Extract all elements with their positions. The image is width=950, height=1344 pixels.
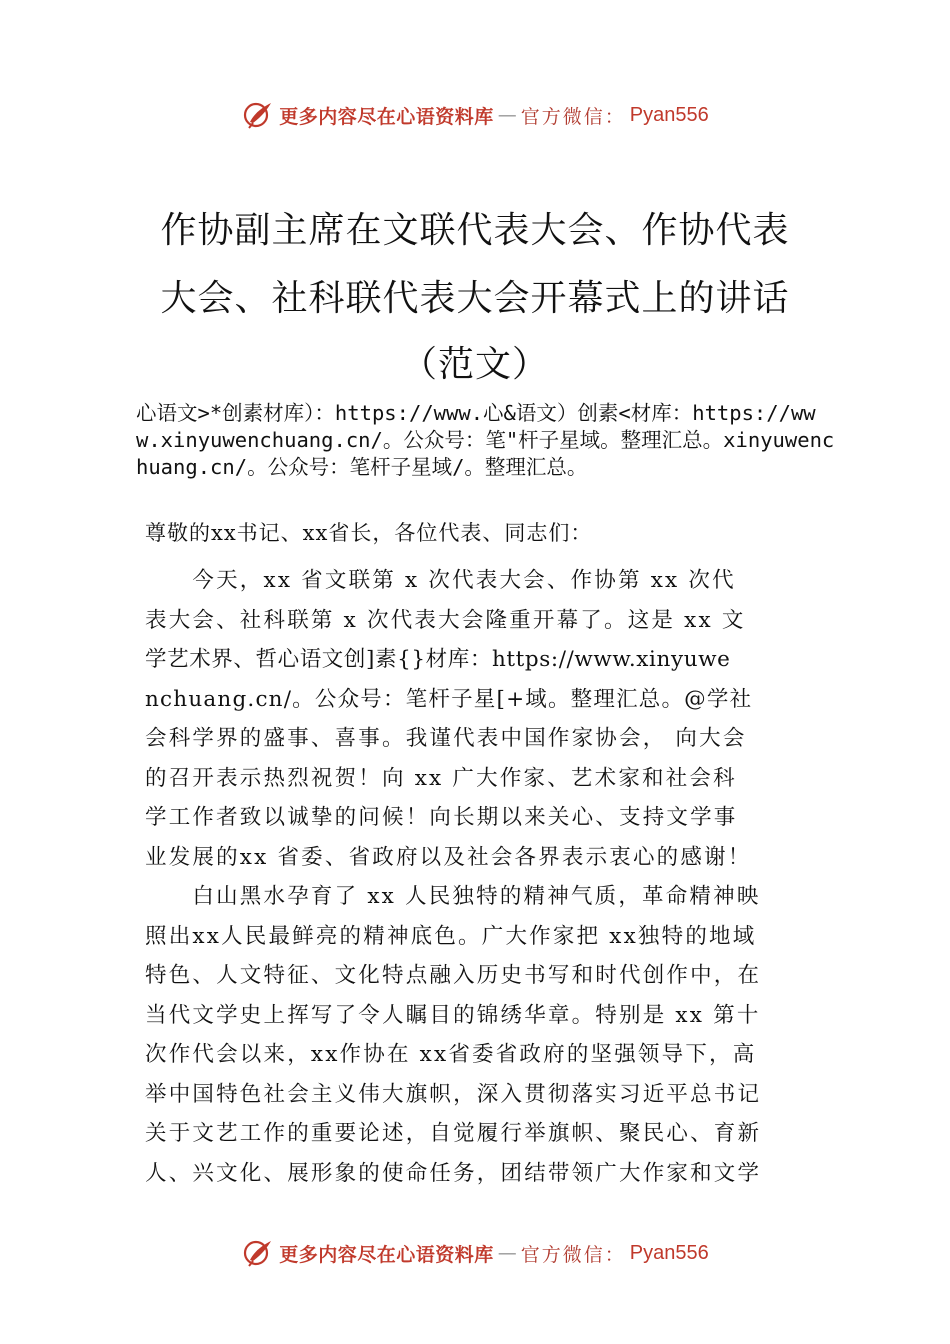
paragraph-line: 照出xx人民最鲜亮的精神底色。广大作家把 xx独特的地域 [145, 923, 757, 949]
banner-separator: — [497, 104, 517, 126]
wechat-handle: Pyan556 [629, 103, 709, 126]
paragraph-line: 会科学界的盛事、喜事。我谨代表中国作家协会， 向大会 [145, 726, 747, 751]
paragraph-line: 当代文学史上挥写了令人瞩目的锦绣华章。特别是 xx 第十 [145, 1002, 761, 1028]
paragraph-line: 的召开表示热烈祝贺！向 xx 广大作家、艺术家和社会科 [145, 765, 737, 791]
paragraph-line: nchuang.cn/。公众号：笔杆子星[+域。整理汇总。@学社 [145, 686, 753, 712]
quill-pen-icon [241, 98, 275, 132]
body-paragraph-2 [145, 877, 825, 1193]
paragraph-line: 次作代会以来，xx作协在 xx省委省政府的坚强领导下，高 [145, 1042, 757, 1067]
paragraph-line: 关于文艺工作的重要论述，自觉履行举旗帜、聚民心、育新 [145, 1121, 762, 1146]
paragraph-line: 举中国特色社会主义伟大旗帜，深入贯彻落实习近平总书记 [145, 1081, 762, 1107]
promo-text: 更多内容尽在心语资料库 [279, 1243, 494, 1266]
paragraph-line: 学艺术界、哲心语文创]素{}材库：https://www.xinyuwe [145, 647, 731, 672]
paragraph-line: 表大会、社科联第 x 次代表大会隆重开幕了。这是 xx 文 [145, 607, 746, 633]
document-subtitle: （范文） [400, 344, 549, 385]
salutation: 尊敬的xx书记、xx省长，各位代表、同志们： [145, 521, 593, 545]
paragraph-line: 白山黑水孕育了 xx 人民独特的精神气质，革命精神映 [145, 884, 761, 909]
paragraph-line: 学工作者致以诚挚的问候！向长期以来关心、支持文学事 [145, 805, 738, 830]
wechat-label: 官方微信： [520, 105, 626, 128]
paragraph-line: 人、兴文化、展形象的使命任务，团结带领广大作家和文学 [145, 1160, 762, 1186]
source-notice: 心语文>*创素材库）：https://www.心&语文）创素<材库：https://www.xinyuwenchuang.cn/。公众号：笔"杆子星域。整理汇总。xinyuwenchuang.cn/。公众号：笔杆子星域/。整理汇总。 [136, 401, 835, 479]
banner-separator: — [497, 1242, 517, 1264]
promo-text: 更多内容尽在心语资料库 [279, 105, 494, 128]
document-title-line-2: 大会、社科联代表大会开幕式上的讲话 [160, 278, 790, 319]
quill-pen-icon [241, 1236, 275, 1270]
body-paragraph-1 [145, 561, 825, 877]
document-title-line-1: 作协副主席在文联代表大会、作协代表 [160, 210, 790, 251]
paragraph-line: 今天，xx 省文联第 x 次代表大会、作协第 xx 次代 [145, 568, 736, 593]
wechat-label: 官方微信： [520, 1243, 626, 1266]
paragraph-line: 特色、人文特征、文化特点融入历史书写和时代创作中，在 [145, 963, 762, 988]
footer-banner [0, 1233, 950, 1273]
header-banner [0, 95, 950, 135]
paragraph-line: 业发展的xx 省委、省政府以及社会各界表示衷心的感谢！ [145, 844, 752, 870]
wechat-handle: Pyan556 [629, 1241, 709, 1264]
